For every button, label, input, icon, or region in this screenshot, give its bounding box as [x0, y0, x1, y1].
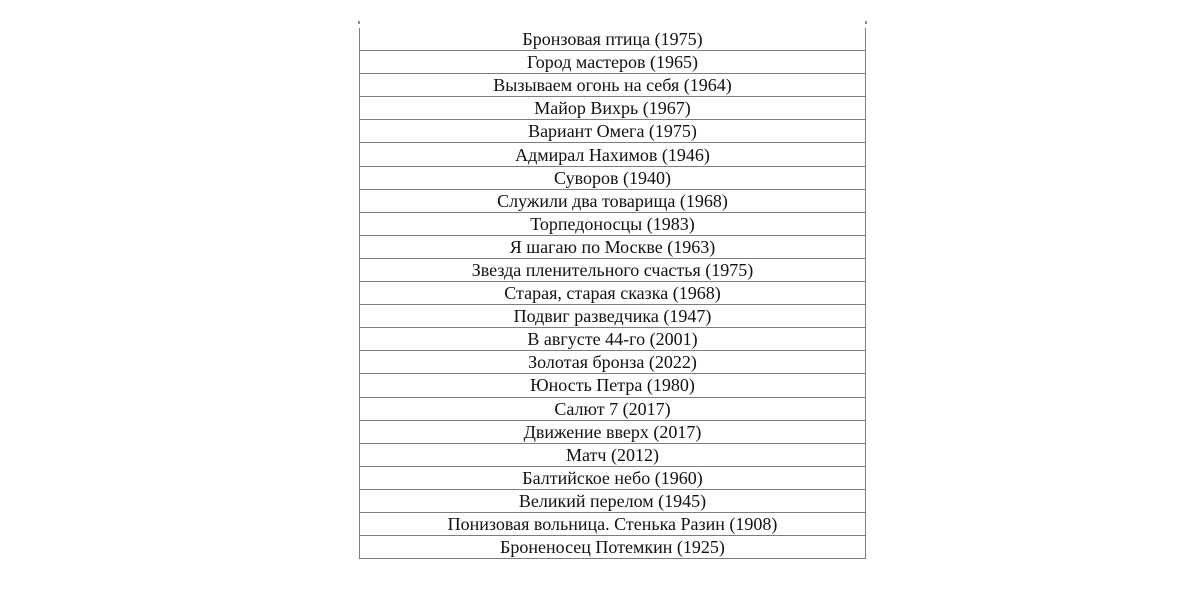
- film-title-cell: Старая, старая сказка (1968): [360, 282, 866, 305]
- table-row: [360, 420, 866, 443]
- film-title-cell: Торпедоносцы (1983): [360, 212, 866, 235]
- film-title-cell: Балтийское небо (1960): [360, 466, 866, 489]
- film-title-cell: Служили два товарища (1968): [360, 189, 866, 212]
- film-title-cell: Бронзовая птица (1975): [360, 28, 866, 51]
- table-corner-mark-left: [358, 21, 360, 24]
- film-title-cell: Адмирал Нахимов (1946): [360, 143, 866, 166]
- table-corner-mark-right: [865, 21, 867, 24]
- film-title-cell: Вариант Омега (1975): [360, 120, 866, 143]
- table-row: [360, 258, 866, 281]
- table-row: [360, 536, 866, 559]
- table-row: [360, 351, 866, 374]
- table-row: [360, 51, 866, 74]
- table-row: [360, 397, 866, 420]
- film-title-cell: В августе 44-го (2001): [360, 328, 866, 351]
- film-title-cell: Суворов (1940): [360, 166, 866, 189]
- film-title-cell: Салют 7 (2017): [360, 397, 866, 420]
- table-row: [360, 97, 866, 120]
- film-list-table: [359, 28, 866, 559]
- film-title-cell: Подвиг разведчика (1947): [360, 305, 866, 328]
- table-row: [360, 28, 866, 51]
- film-title-cell: Матч (2012): [360, 443, 866, 466]
- table-row: [360, 466, 866, 489]
- film-title-cell: Понизовая вольница. Стенька Разин (1908): [360, 512, 866, 535]
- table-row: [360, 489, 866, 512]
- film-title-cell: Звезда пленительного счастья (1975): [360, 258, 866, 281]
- film-title-cell: Юность Петра (1980): [360, 374, 866, 397]
- film-title-cell: Город мастеров (1965): [360, 51, 866, 74]
- table-row: [360, 235, 866, 258]
- table-row: [360, 166, 866, 189]
- table-row: [360, 443, 866, 466]
- table-row: [360, 512, 866, 535]
- film-title-cell: Движение вверх (2017): [360, 420, 866, 443]
- table-row: [360, 282, 866, 305]
- table-row: [360, 212, 866, 235]
- table-row: [360, 189, 866, 212]
- table-row: [360, 74, 866, 97]
- table-row: [360, 328, 866, 351]
- table-row: [360, 143, 866, 166]
- film-title-cell: Вызываем огонь на себя (1964): [360, 74, 866, 97]
- film-title-cell: Великий перелом (1945): [360, 489, 866, 512]
- film-title-cell: Я шагаю по Москве (1963): [360, 235, 866, 258]
- film-title-cell: Золотая бронза (2022): [360, 351, 866, 374]
- film-title-cell: Майор Вихрь (1967): [360, 97, 866, 120]
- film-title-cell: Броненосец Потемкин (1925): [360, 536, 866, 559]
- table-row: [360, 305, 866, 328]
- table-row: [360, 120, 866, 143]
- table-row: [360, 374, 866, 397]
